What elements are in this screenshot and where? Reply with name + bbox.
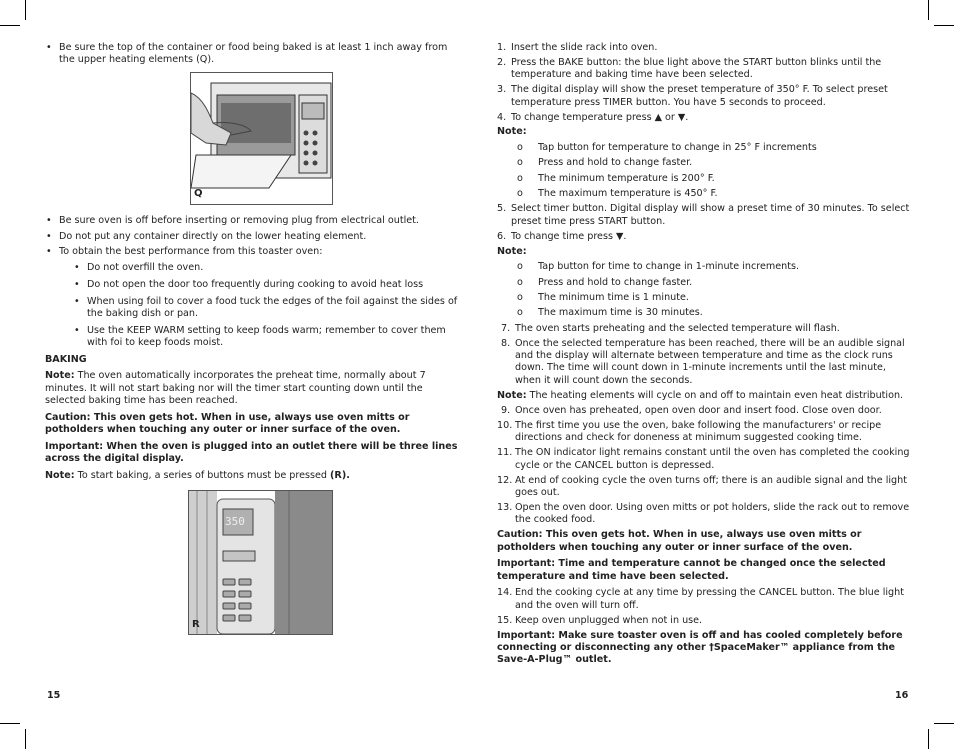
sub-bullet-item: • When using foil to cover a food tuck the edges of the foil against the sides of the baking dish or pan. bbox=[73, 296, 463, 321]
note-text: To start baking, a series of buttons must be pressed bbox=[74, 469, 331, 481]
sub-bullet-list bbox=[45, 262, 463, 349]
step-item: 1. Insert the slide rack into oven. bbox=[497, 42, 658, 53]
note-text: The heating elements will cycle on and off to maintain even heat distribution. bbox=[526, 389, 904, 401]
crop-mark bbox=[25, 0, 26, 20]
step-item: 4. To change temperature press ▲ or ▼. bbox=[497, 111, 689, 123]
bullet-item: • Do not put any container directly on the lower heating element. bbox=[45, 231, 463, 243]
crop-mark bbox=[25, 729, 26, 749]
oven-open-door-illustration bbox=[191, 73, 332, 204]
note-item: o Tap button for temperature to change in 25° F increments bbox=[517, 141, 817, 153]
step-item: 14. End the cooking cycle at any time by pressing the CANCEL button. The blue light and the oven will turn off. bbox=[497, 587, 904, 611]
note-label: Note: bbox=[45, 370, 75, 382]
page-number-right: 16 bbox=[895, 690, 909, 701]
figure-label: R bbox=[192, 618, 200, 630]
important-paragraph: Important: Make sure toaster oven is off and has cooled completely before connecting or disconnecting any other †SpaceMaker™ appliance from the Save-A-Plug™ outlet. bbox=[497, 629, 903, 666]
time-notes bbox=[497, 261, 913, 320]
steps-list bbox=[497, 405, 913, 527]
step-item: 8. Once the selected temperature has been reached, there will be an audible signal and the display will alternate between temperature and time as the clock runs down. The time will count down in 1-minute increments until the last minute, when it will count down the seconds. bbox=[501, 337, 905, 386]
step-item: 11. The ON indicator light remains constant until the oven has completed the cooking cycle or the CANCEL button is depressed. bbox=[497, 447, 910, 471]
important-paragraph: Important: When the oven is plugged into an outlet there will be three lines across the digital display. bbox=[45, 440, 458, 465]
figure-label: Q bbox=[194, 188, 203, 200]
note-item: o The minimum time is 1 minute. bbox=[517, 291, 689, 303]
right-page bbox=[497, 42, 913, 671]
page-number-left: 15 bbox=[47, 690, 61, 701]
note-item: o The maximum temperature is 450° F. bbox=[517, 188, 718, 200]
step-item: 5. Select timer button. Digital display will show a preset time of 30 minutes. To select preset time press START button. bbox=[497, 203, 910, 227]
crop-mark bbox=[928, 0, 929, 20]
sub-bullet-item: • Do not open the door too frequently during cooking to avoid heat loss bbox=[73, 279, 463, 291]
step-item: 13. Open the oven door. Using oven mitts or pot holders, slide the rack out to remove the cooked food. bbox=[497, 502, 910, 526]
temperature-notes bbox=[497, 142, 913, 201]
note-item: o Press and hold to change faster. bbox=[517, 157, 693, 169]
note-item: o The minimum temperature is 200° F. bbox=[517, 172, 715, 184]
caution-paragraph: Caution: This oven gets hot. When in use, always use oven mitts or potholders when touching any outer or inner surface of the oven. bbox=[497, 529, 862, 553]
step-item: 9. Once oven has preheated, open oven door and insert food. Close oven door. bbox=[501, 405, 882, 417]
note-label: Note: bbox=[45, 469, 75, 481]
bullet-item: • To obtain the best performance from this toaster oven: bbox=[45, 246, 463, 258]
figure-r bbox=[188, 490, 333, 635]
step-item: 2. Press the BAKE button: the blue light above the START button blinks until the temperature and baking time have been selected. bbox=[497, 56, 882, 81]
figure-q bbox=[190, 72, 333, 205]
crop-mark bbox=[928, 729, 929, 749]
caution-paragraph: Caution: This oven gets hot. When in use, always use oven mitts or potholders when touching any outer or inner surface of the oven. bbox=[45, 411, 410, 436]
digital-display-reading: 350 bbox=[225, 515, 245, 529]
note-text: The oven automatically incorporates the preheat time, normally about 7 minutes. It will not start baking nor will the timer start counting down until the selected baking time has been reached. bbox=[45, 370, 426, 407]
note-item: o Tap button for time to change in 1-minute increments. bbox=[517, 261, 800, 273]
crop-mark bbox=[0, 25, 20, 26]
steps-list bbox=[497, 42, 913, 124]
bullet-item: • Be sure oven is off before inserting or removing plug from electrical outlet. bbox=[45, 215, 463, 227]
note-item: o Press and hold to change faster. bbox=[517, 276, 693, 288]
sub-bullet-item: • Do not overfill the oven. bbox=[73, 262, 463, 274]
steps-list bbox=[497, 323, 913, 388]
crop-mark bbox=[934, 25, 954, 26]
left-page bbox=[45, 42, 463, 635]
crop-mark bbox=[934, 723, 954, 724]
baking-heading: BAKING bbox=[45, 353, 87, 365]
crop-mark bbox=[0, 723, 20, 724]
bullet-list-top bbox=[45, 42, 463, 67]
note-item: o The maximum time is 30 minutes. bbox=[517, 307, 703, 319]
bullet-list-main bbox=[45, 215, 463, 259]
step-item: 3. The digital display will show the preset temperature of 350° F. To select preset temperature press TIMER button. You have 5 seconds to proceed. bbox=[497, 84, 888, 108]
note3-paragraph bbox=[497, 390, 913, 402]
steps-list bbox=[497, 587, 913, 627]
step-item: 7. The oven starts preheating and the selected temperature will flash. bbox=[501, 322, 840, 334]
figure-ref: (R). bbox=[330, 469, 350, 481]
control-panel-illustration bbox=[189, 491, 332, 634]
note-label: Note: bbox=[497, 245, 527, 257]
step-item: 12. At end of cooking cycle the oven turns off; there is an audible signal and the light goes out. bbox=[497, 474, 907, 499]
note-paragraph bbox=[45, 370, 463, 407]
important-paragraph: Important: Time and temperature cannot be changed once the selected temperature and time have been selected. bbox=[497, 558, 886, 582]
bullet-item: • Be sure the top of the container or food being baked is at least 1 inch away from the upper heating elements (Q). bbox=[45, 42, 463, 67]
note2-paragraph bbox=[45, 470, 463, 482]
note-label: Note: bbox=[497, 389, 527, 401]
steps-list bbox=[497, 203, 913, 243]
step-item: 6. To change time press ▼. bbox=[497, 230, 627, 242]
note-label: Note: bbox=[497, 126, 527, 138]
step-item: 10. The first time you use the oven, bake following the manufacturers' or recipe directions and check for doneness at minimum suggested cooking time. bbox=[497, 420, 882, 444]
step-item: 15. Keep oven unplugged when not in use. bbox=[497, 614, 703, 626]
sub-bullet-item: • Use the KEEP WARM setting to keep foods warm; remember to cover them with foi to keep foods moist. bbox=[73, 325, 463, 350]
